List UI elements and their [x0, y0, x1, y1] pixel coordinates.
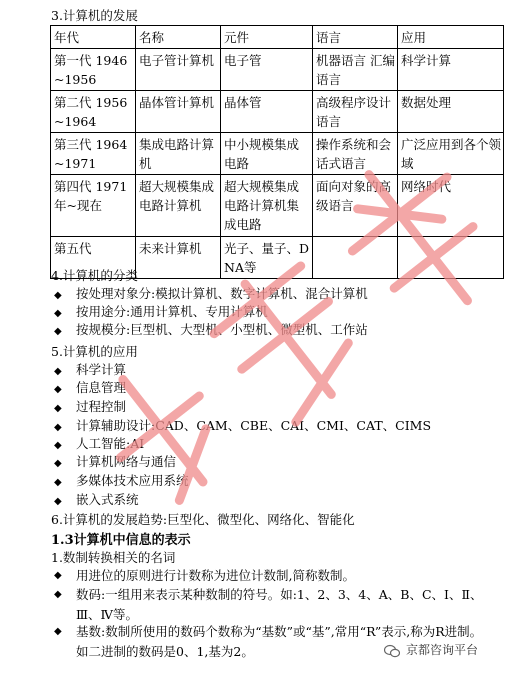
list-item: ◆ 计算机网络与通信	[54, 452, 176, 474]
table-cell: 电子管计算机	[136, 49, 221, 91]
list-item: ◆ 过程控制	[54, 397, 126, 419]
table-cell: 中小规模集成电路	[221, 133, 313, 175]
bullet-diamond-icon: ◆	[54, 570, 62, 581]
table-cell: 机器语言 汇编语言	[313, 49, 398, 91]
table-row	[51, 91, 504, 133]
table-cell: 网络时代	[398, 175, 504, 237]
table-row	[51, 133, 504, 175]
bullet-diamond-icon: ◆	[54, 384, 62, 395]
list-item: ◆ 用进位的原则进行计数称为进位计数制,简称数制。	[54, 566, 494, 586]
list-item: ◆ 计算辅助设计:CAD、CAM、CBE、CAI、CMI、CAT、CIMS	[54, 416, 431, 438]
table-row	[51, 175, 504, 237]
bullet-diamond-icon: ◆	[54, 626, 62, 637]
list-item: ◆ 人工智能:AI	[54, 434, 144, 456]
table-header-row	[51, 26, 504, 49]
table-header-cell: 语言	[313, 26, 398, 49]
bullet-diamond-icon: ◆	[54, 458, 62, 469]
bullet-diamond-icon: ◆	[54, 366, 62, 377]
bullet-diamond-icon: ◆	[54, 290, 62, 301]
table-cell: 晶体管	[221, 91, 313, 133]
logo-text: 京都咨询平台	[406, 643, 479, 657]
list-item: ◆ 嵌入式系统	[54, 490, 139, 512]
list-item: ◆ 按规模分:巨型机、大型机、小型机、微型机、工作站	[54, 320, 368, 342]
platform-logo	[384, 641, 478, 658]
table-cell: 数据处理	[398, 91, 504, 133]
table-cell: 集成电路计算机	[136, 133, 221, 175]
table-header-cell: 名称	[136, 26, 221, 49]
table-cell: 第四代 1971年~现在	[51, 175, 136, 237]
table-cell: 第一代 1946~1956	[51, 49, 136, 91]
list-item: ◆ 数码:一组用来表示某种数制的符号。如:1、2、3、4、A、B、C、I、Ⅱ、Ⅲ、Ⅳ等。	[54, 587, 483, 622]
subsection-1-title: 1.数制转换相关的名词	[51, 550, 176, 565]
table-cell: 第二代 1956~1964	[51, 91, 136, 133]
section-5-title: 5.计算机的应用	[51, 344, 138, 359]
table-cell	[398, 237, 504, 279]
wechat-icon	[384, 644, 400, 658]
table-header-cell: 元件	[221, 26, 313, 49]
table-cell: 面向对象的高级语言	[313, 175, 398, 237]
table-cell: 超大规模集成电路计算机	[136, 175, 221, 237]
list-item: ◆ 按处理对象分:模拟计算机、数字计算机、混合计算机	[54, 284, 368, 306]
list-item: ◆ 科学计算	[54, 360, 126, 382]
table-cell: 广泛应用到各个领域	[398, 133, 504, 175]
table-cell: 超大规模集成电路计算机集成电路	[221, 175, 313, 237]
table-row	[51, 49, 504, 91]
section-1-3-title: 1.3计算机中信息的表示	[51, 533, 191, 548]
section-3-title: 3.计算机的发展	[51, 8, 138, 23]
bullet-diamond-icon: ◆	[54, 326, 62, 337]
bullet-diamond-icon: ◆	[54, 308, 62, 319]
table-cell: 第三代 1964~1971	[51, 133, 136, 175]
table-cell: 晶体管计算机	[136, 91, 221, 133]
table-cell: 操作系统和会话式语言	[313, 133, 398, 175]
table-cell: 第五代	[51, 237, 136, 279]
list-item: ◆ 按用途分:通用计算机、专用计算机	[54, 302, 268, 324]
list-item: ◆ 多媒体技术应用系统	[54, 471, 189, 493]
table-cell: 光子、量子、DNA等	[221, 237, 313, 279]
section-6-title: 6.计算机的发展趋势:巨型化、微型化、网络化、智能化	[51, 512, 355, 527]
bullet-diamond-icon: ◆	[54, 422, 62, 433]
bullet-diamond-icon: ◆	[54, 477, 62, 488]
list-item: ◆ 基数:数制所使用的数码个数称为“基数”或“基”,常用“R”表示,称为R进制。如二进制的数码是0、1,基为2。	[54, 624, 483, 659]
table-cell: 科学计算	[398, 49, 504, 91]
bullet-diamond-icon: ◆	[54, 403, 62, 414]
list-item: ◆ 信息管理	[54, 378, 126, 400]
table-cell: 未来计算机	[136, 237, 221, 279]
table-cell: 电子管	[221, 49, 313, 91]
table-cell: 高级程序设计语言	[313, 91, 398, 133]
section-4-title: 4.计算机的分类	[51, 268, 138, 283]
table-cell	[313, 237, 398, 279]
bullet-diamond-icon: ◆	[54, 589, 62, 600]
table-header-cell: 应用	[398, 26, 504, 49]
computer-generations-table	[50, 25, 504, 279]
bullet-diamond-icon: ◆	[54, 440, 62, 451]
bullet-diamond-icon: ◆	[54, 496, 62, 507]
table-header-cell: 年代	[51, 26, 136, 49]
